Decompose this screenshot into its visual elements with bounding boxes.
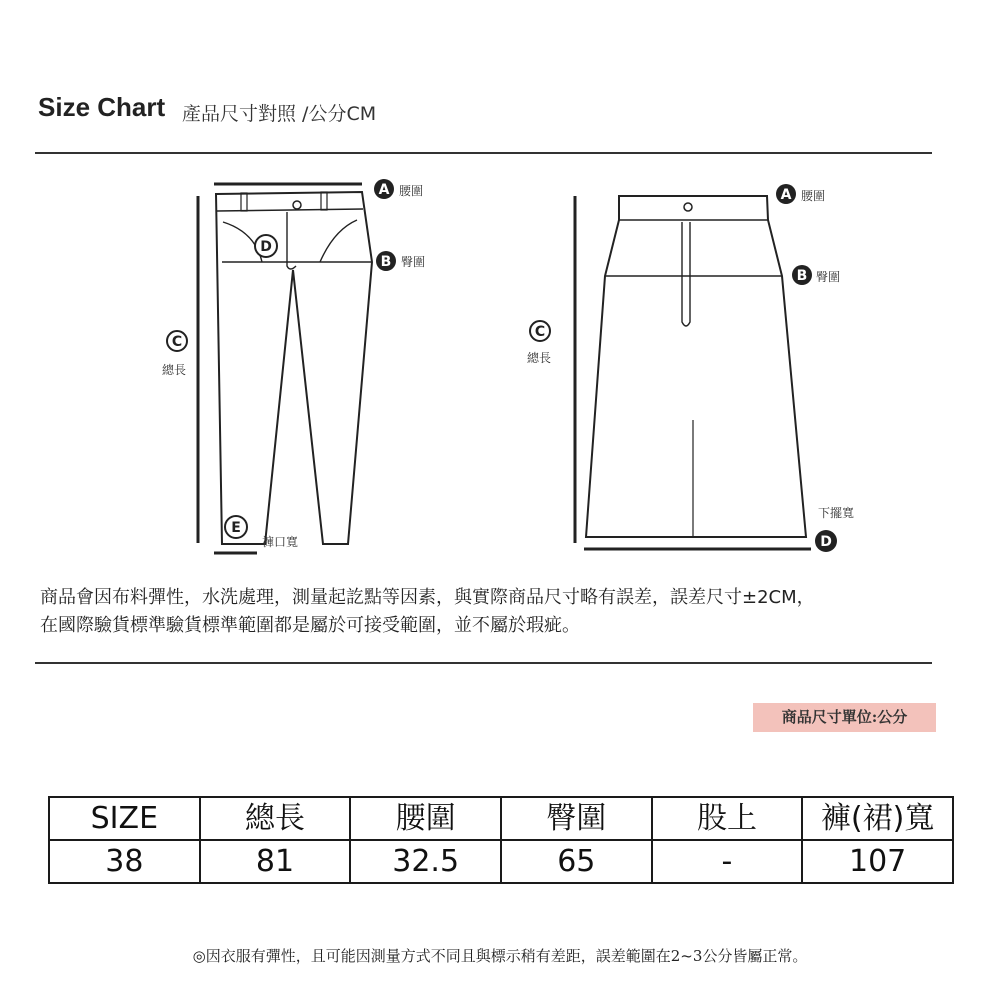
header-leg-width: 褲(裙)寬 — [802, 797, 953, 840]
svg-text:A: A — [780, 187, 792, 203]
skirt-label-length: 總長 — [526, 351, 552, 365]
svg-text:D: D — [260, 239, 272, 255]
header-size: SIZE — [49, 797, 200, 840]
pants-marker-c — [167, 331, 187, 351]
unit-badge: 商品尺寸單位:公分 — [753, 703, 936, 732]
skirt-marker-c — [530, 321, 550, 341]
skirt-marker-b — [792, 265, 812, 285]
top-divider — [35, 152, 932, 154]
page-subtitle: 產品尺寸對照 /公分CM — [182, 103, 377, 125]
bottom-divider — [35, 662, 932, 664]
cell-size: 38 — [49, 840, 200, 883]
header-rise: 股上 — [652, 797, 803, 840]
skirt-marker-d — [815, 530, 837, 552]
skirt-marker-a — [776, 184, 796, 204]
size-table — [48, 796, 954, 884]
header-total-length: 總長 — [200, 797, 351, 840]
svg-text:B: B — [380, 254, 392, 270]
svg-text:A: A — [378, 182, 390, 198]
pants-label-hem: 褲口寬 — [262, 535, 299, 549]
svg-text:B: B — [796, 268, 808, 284]
svg-text:C: C — [171, 334, 183, 350]
pants-marker-b — [376, 251, 396, 271]
skirt-label-hip: 臀圍 — [816, 270, 841, 284]
pants-label-waist: 腰圍 — [399, 184, 424, 198]
pants-diagram — [198, 184, 372, 553]
header-hip: 臀圍 — [501, 797, 652, 840]
skirt-outline — [586, 196, 806, 537]
pants-marker-a — [374, 179, 394, 199]
svg-text:D: D — [820, 534, 832, 550]
cell-hip: 65 — [501, 840, 652, 883]
footnote: ◎因衣服有彈性，且可能因測量方式不同且與標示稍有差距，誤差範圍在2~3公分皆屬正常。 — [192, 947, 808, 965]
svg-text:C: C — [534, 324, 546, 340]
pants-marker-e — [225, 516, 247, 538]
skirt-label-hem: 下擺寬 — [818, 506, 855, 520]
cell-waist: 32.5 — [350, 840, 501, 883]
measurement-note-line-1: 商品會因布料彈性，水洗處理，測量起訖點等因素，與實際商品尺寸略有誤差，誤差尺寸±2CM， — [40, 587, 815, 608]
garment-diagrams — [0, 160, 1000, 560]
pants-label-length: 總長 — [161, 363, 187, 377]
cell-leg-width: 107 — [802, 840, 953, 883]
measurement-note-line-2: 在國際驗貨標準驗貨標準範圍都是屬於可接受範圍，並不屬於瑕疵。 — [40, 615, 580, 636]
header-waist: 腰圍 — [350, 797, 501, 840]
cell-total-length: 81 — [200, 840, 351, 883]
skirt-diagram — [575, 196, 811, 549]
table-header-row — [49, 797, 953, 840]
pants-marker-d — [255, 235, 277, 257]
pants-label-hip: 臀圍 — [401, 255, 426, 269]
page-title: Size Chart — [38, 92, 166, 122]
table-row — [49, 840, 953, 883]
pants-outline — [216, 192, 372, 544]
skirt-label-waist: 腰圍 — [801, 189, 826, 203]
svg-text:E: E — [231, 520, 241, 536]
cell-rise: - — [652, 840, 803, 883]
